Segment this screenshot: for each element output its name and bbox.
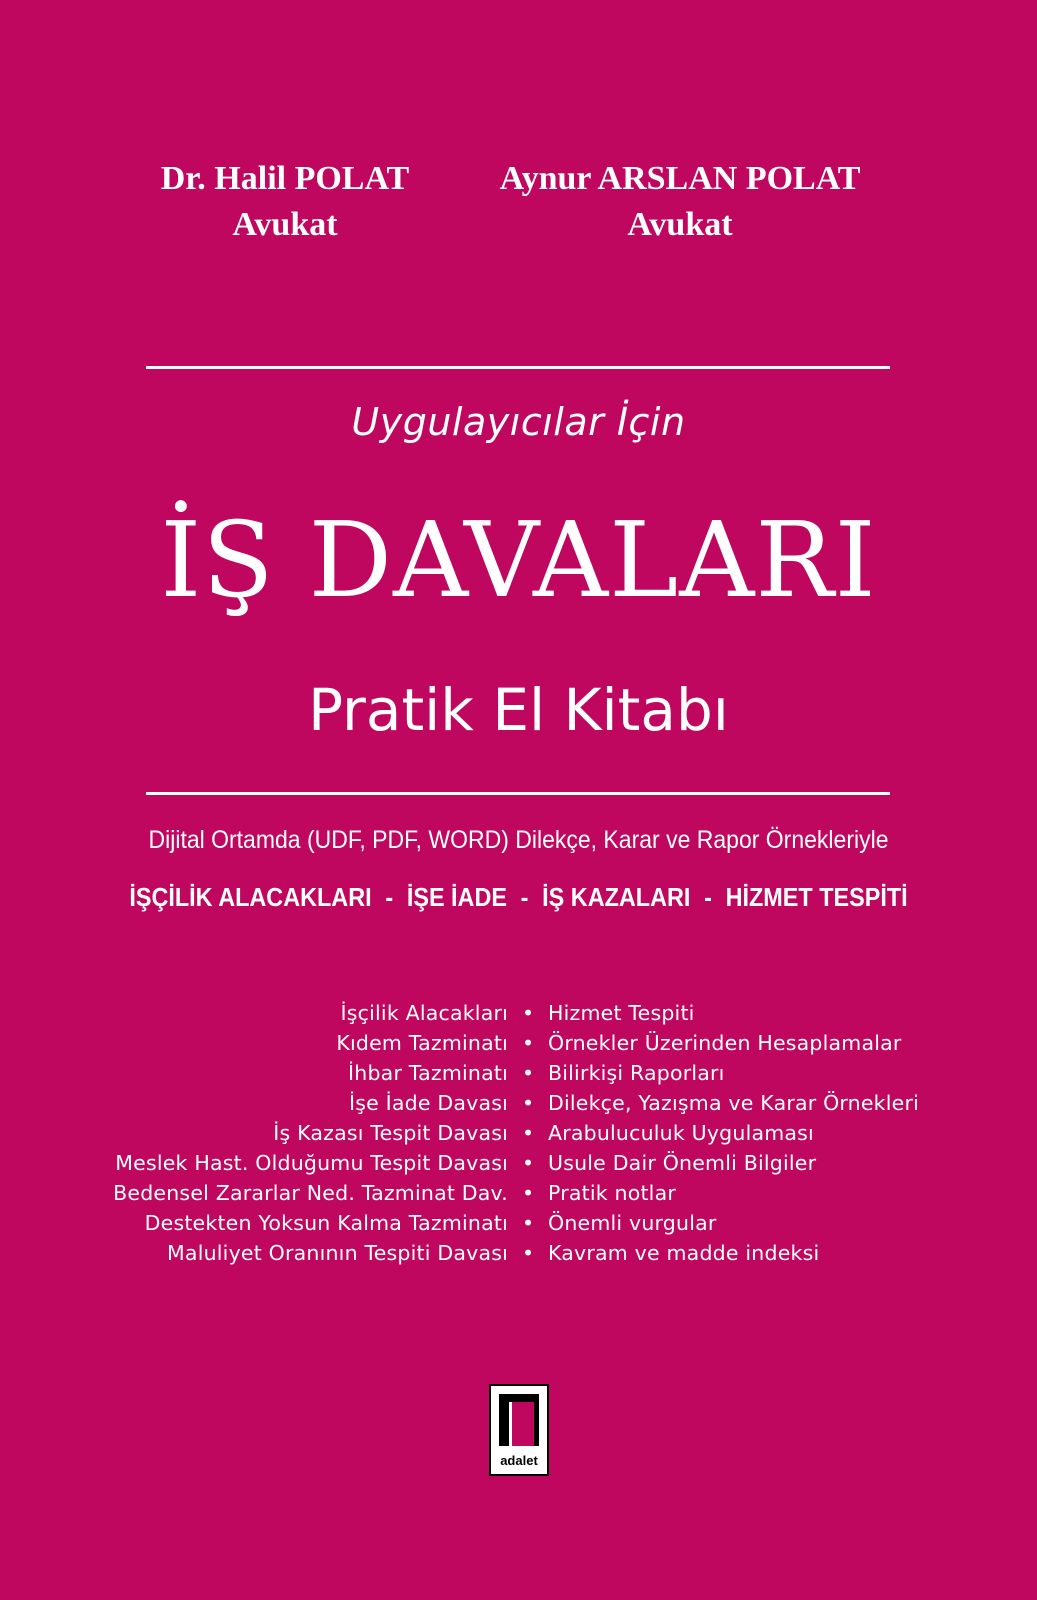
author-2: [470, 156, 890, 248]
list-item-label: Dilekçe, Yazışma ve Karar Örnekleri: [548, 1091, 919, 1115]
list-item: [522, 1058, 1002, 1088]
topic-2: İŞE İADE: [406, 882, 507, 912]
list-item: İşçilik Alacakları: [340, 1001, 508, 1025]
bullet-icon: •: [522, 1091, 535, 1115]
list-item-label: Kavram ve madde indeksi: [548, 1241, 820, 1265]
list-item: [522, 1028, 1002, 1058]
topic-separator: -: [520, 882, 529, 912]
list-item: [522, 1208, 1002, 1238]
list-item-label: Örnekler Üzerinden Hesaplamalar: [548, 1031, 902, 1055]
list-item: İş Kazası Tespit Davası: [273, 1121, 508, 1145]
list-item: Kıdem Tazminatı: [336, 1031, 508, 1055]
list-item: [522, 1088, 1002, 1118]
topic-4: HİZMET TESPİTİ: [725, 882, 908, 912]
list-item: İşe İade Davası: [348, 1091, 508, 1115]
list-item: [522, 1118, 1002, 1148]
title-subtitle: Pratik El Kitabı: [308, 676, 729, 744]
bottom-divider: [146, 792, 890, 795]
bullet-icon: •: [522, 1241, 535, 1265]
author-1-name: Dr. Halil POLAT: [160, 160, 410, 197]
left-feature-list: [80, 998, 508, 1268]
digital-note: Dijital Ortamda (UDF, PDF, WORD) Dilekçe, Karar ve Rapor Örnekleriyle: [148, 826, 889, 854]
title-kicker: Uygulayıcılar İçin: [351, 400, 686, 444]
list-item: [522, 1148, 1002, 1178]
top-divider: [146, 366, 890, 369]
author-2-role: Avukat: [627, 206, 733, 243]
right-feature-list: [522, 998, 1002, 1268]
bullet-icon: •: [522, 1031, 535, 1055]
main-title: İŞ DAVALARI: [160, 499, 877, 621]
topic-3: İŞ KAZALARI: [542, 882, 691, 912]
list-item-label: Hizmet Tespiti: [548, 1001, 695, 1025]
topic-separator: -: [385, 882, 394, 912]
topics-line: [52, 882, 985, 913]
list-item: [522, 1238, 1002, 1268]
list-item: Destekten Yoksun Kalma Tazminatı: [144, 1211, 508, 1235]
list-item-label: Önemli vurgular: [548, 1211, 717, 1235]
author-1-role: Avukat: [232, 206, 338, 243]
bullet-icon: •: [522, 1211, 535, 1235]
author-1: [120, 156, 450, 248]
bullet-icon: •: [522, 1151, 535, 1175]
author-2-name: Aynur ARSLAN POLAT: [499, 160, 861, 197]
list-item-label: Bilirkişi Raporları: [548, 1061, 725, 1085]
bullet-icon: •: [522, 1061, 535, 1085]
list-item-label: Arabuluculuk Uygulaması: [548, 1121, 814, 1145]
topic-separator: -: [704, 882, 712, 912]
list-item: Maluliyet Oranının Tespiti Davası: [167, 1241, 508, 1265]
list-item-label: Usule Dair Önemli Bilgiler: [548, 1151, 817, 1175]
list-item-label: Pratik notlar: [548, 1181, 676, 1205]
list-item: Bedensel Zararlar Ned. Tazminat Dav.: [113, 1181, 508, 1205]
list-item: [522, 1178, 1002, 1208]
bullet-icon: •: [522, 1001, 535, 1025]
bullet-icon: •: [522, 1121, 535, 1145]
publisher-logo: [489, 1384, 549, 1476]
list-item: İhbar Tazminatı: [348, 1061, 508, 1085]
bullet-icon: •: [522, 1181, 535, 1205]
publisher-name: adalet: [500, 1453, 538, 1468]
door-icon: [499, 1394, 539, 1446]
list-item: Meslek Hast. Olduğumu Tespit Davası: [115, 1151, 508, 1175]
list-item: [522, 998, 1002, 1028]
topic-1: İŞÇİLİK ALACAKLARI: [129, 882, 372, 912]
